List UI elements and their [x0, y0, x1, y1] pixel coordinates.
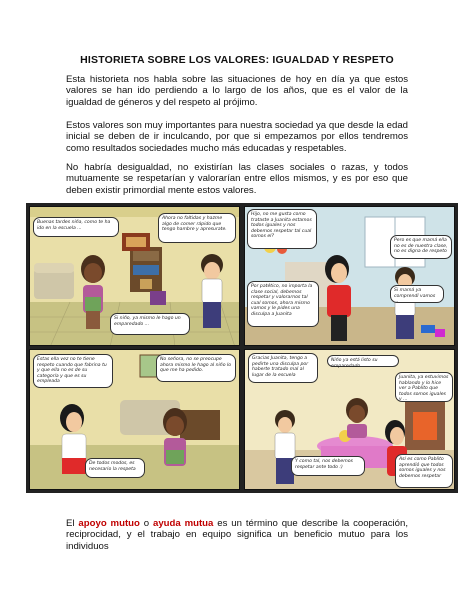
text-segment: o [139, 518, 153, 529]
comic-panel-4 [244, 349, 455, 490]
speech-bubble: Ahora no faltidas y hazme algo de comer rápido que tengo hambre y apresurate. [158, 213, 236, 243]
paragraph-conclusion: No habría desigualdad, no existirían las clases sociales o razas, y todos mutuamente se respetarían y valorarían entre ellos mismos, y es por eso que deben existir primordial mente estos valores. [66, 162, 408, 196]
page-title: HISTORIETA SOBRE LOS VALORES: IGUALDAD Y RESPETO [80, 54, 394, 66]
paragraph-mutual-aid [66, 518, 408, 552]
term-ayuda-mutua: ayuda mutua [152, 518, 214, 529]
speech-bubble: De todos modos, es necesario la respeta [85, 458, 145, 478]
text-segment: El [66, 518, 79, 529]
speech-bubble: No señora, no se preocupe ahora mismo le hago al niño lo que me ha pedido. [156, 354, 236, 382]
paragraph-importance: Estos valores son muy importantes para nuestra sociedad ya que desde la edad inicial se deben de ir inculcando, por que si empezamos por ellos tendremos como resultados sociedades mucho más educadas y respetables. [66, 120, 408, 154]
speech-bubble: Niño ya está listo su emparedado [327, 355, 399, 367]
speech-bubble: Gracias Juanita, tengo a pedirte una disculpa por haberte tratado mal al lugar de la escuela [248, 353, 318, 383]
term-apoyo-mutuo: apoyo mutuo [78, 518, 140, 529]
speech-bubble: Así es como Pablito aprendió que todos somos iguales y nos debemos respetar [395, 454, 453, 488]
comic-panel-3 [29, 349, 240, 490]
comic-strip [26, 203, 458, 493]
speech-bubble: Y como tal, nos debemos respetar ante todo :) [291, 456, 365, 476]
speech-bubble: Pero es que mamá ella no es de nuestra clase, no es digna de respeto [390, 235, 452, 259]
speech-bubble: Estas ella vez no te tiene respeto cuando que fabrina tu y que ella no es de su categoría y que es su empleada [33, 354, 113, 388]
speech-bubble: Si niño, ya mismo le hago un emparedado ... [110, 313, 190, 335]
speech-bubble: Juanita, ya estuvimos hablando y lo hice ver a Pablito que todos somos iguales y ... [395, 372, 453, 402]
speech-bubble: Hijo, no me gusta como trataste a Juanita estamos todos iguales y nos debemos respetar tal cual somos el? [247, 209, 317, 249]
speech-bubble: Buenas tardes niña, como te ha ido en la escuela ... [33, 217, 119, 237]
paragraph-intro: Esta historieta nos habla sobre las situaciones de hoy en día ya que estos valores se han ido perdiendo a lo largo de los años, que es el valor de la igualdad de géneros y del respeto al prójimo. [66, 74, 408, 108]
speech-bubble: Si mamá ya comprendí vamos ... [390, 285, 444, 303]
comic-panel-2 [244, 206, 455, 346]
speech-bubble: Por patético, no importa la clase social, debemos respetar y valorarnos tal cual somos, ahora mismo vamos y le pides una disculpa a Juanita [247, 281, 319, 327]
text-segment: es un término que describe la cooperación, reciprocidad, y el trabajo en equipo significa un beneficio mutuo para los individuos [66, 518, 409, 552]
comic-panel-1 [29, 206, 240, 346]
